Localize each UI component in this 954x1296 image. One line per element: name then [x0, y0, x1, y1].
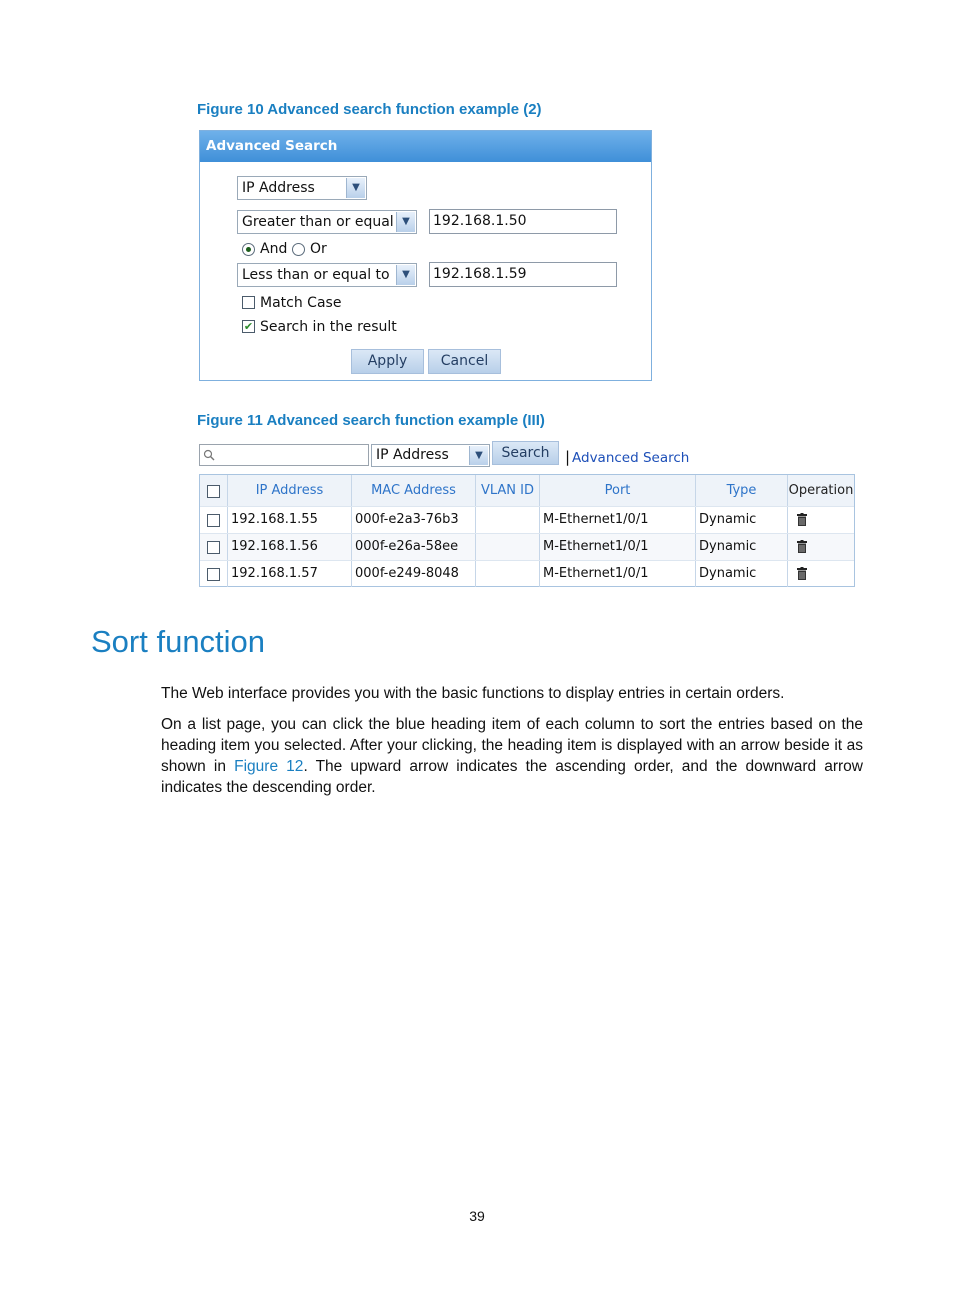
cell-type: Dynamic: [696, 534, 788, 560]
cell-type: Dynamic: [696, 507, 788, 533]
cancel-button[interactable]: Cancel: [428, 349, 501, 374]
cell-port: M-Ethernet1/0/1: [540, 534, 696, 560]
cell-vlan: [476, 507, 540, 533]
field-select[interactable]: [237, 176, 367, 200]
advanced-search-link[interactable]: Advanced Search: [572, 450, 690, 466]
row-checkbox-cell: [200, 561, 228, 587]
paragraph-sort: [161, 714, 863, 798]
row-checkbox[interactable]: [207, 568, 220, 581]
table-field-select-value: IP Address: [376, 447, 449, 463]
cell-operation: [788, 507, 854, 533]
paragraph-sort-text-2: . The upward arrow indicates the ascending order, and the downward arrow indicates the descending order.: [161, 758, 864, 796]
select-all-cell: [200, 475, 228, 506]
chevron-down-icon: ▼: [469, 446, 488, 465]
column-header-vlan-id[interactable]: VLAN ID: [476, 475, 540, 506]
condition2-select-value: Less than or equal to: [242, 267, 390, 283]
cell-ip: 192.168.1.57: [228, 561, 352, 587]
row-checkbox[interactable]: [207, 541, 220, 554]
condition1-value-input[interactable]: 192.168.1.50: [429, 209, 617, 234]
column-header-port[interactable]: Port: [540, 475, 696, 506]
table-row: [200, 506, 854, 534]
search-button[interactable]: Search: [492, 441, 559, 465]
column-header-ip-address[interactable]: IP Address: [228, 475, 352, 506]
field-select-value: IP Address: [242, 180, 315, 196]
condition1-select[interactable]: [237, 210, 417, 234]
column-header-type[interactable]: Type: [696, 475, 788, 506]
trash-icon[interactable]: [797, 540, 807, 553]
row-checkbox-cell: [200, 507, 228, 533]
table-row: [200, 560, 854, 588]
page-number: 39: [469, 1208, 485, 1224]
condition2-select[interactable]: [237, 263, 417, 287]
select-all-checkbox[interactable]: [207, 485, 220, 498]
and-label: And: [260, 241, 288, 257]
cell-port: M-Ethernet1/0/1: [540, 507, 696, 533]
cell-port: M-Ethernet1/0/1: [540, 561, 696, 587]
chevron-down-icon: ▼: [396, 265, 415, 285]
figure-12-link[interactable]: Figure 12: [234, 758, 304, 775]
cell-mac: 000f-e26a-58ee: [352, 534, 476, 560]
paragraph-sort-text-1: On a list page, you can click the blue heading item of each column to sort the entries based on the heading item you selected. After your clicking, the heading item is displayed with an arrow beside it as shown in: [161, 716, 863, 775]
row-checkbox-cell: [200, 534, 228, 560]
results-table: [199, 474, 855, 587]
advanced-search-panel: [199, 130, 652, 381]
cell-operation: [788, 534, 854, 560]
advanced-search-title: Advanced Search: [200, 131, 651, 162]
cell-operation: [788, 561, 854, 587]
search-input[interactable]: [199, 444, 369, 466]
trash-icon[interactable]: [797, 567, 807, 580]
search-icon: [203, 449, 215, 461]
column-header-mac-address[interactable]: MAC Address: [352, 475, 476, 506]
table-row: [200, 533, 854, 561]
search-in-result-checkbox[interactable]: ✔: [243, 320, 254, 333]
figure-10-caption: Figure 10 Advanced search function example (2): [197, 101, 542, 118]
chevron-down-icon: ▼: [396, 212, 415, 232]
cell-vlan: [476, 561, 540, 587]
condition2-value-input[interactable]: 192.168.1.59: [429, 262, 617, 287]
cell-mac: 000f-e2a3-76b3: [352, 507, 476, 533]
section-title: Sort function: [91, 624, 266, 659]
or-radio[interactable]: [292, 243, 305, 256]
apply-button[interactable]: Apply: [351, 349, 424, 374]
match-case-checkbox[interactable]: [242, 296, 255, 309]
column-header-operation: Operation: [788, 475, 854, 506]
cell-ip: 192.168.1.56: [228, 534, 352, 560]
chevron-down-icon: ▼: [346, 178, 365, 198]
search-in-result-label: Search in the result: [260, 319, 397, 335]
and-radio[interactable]: [242, 243, 255, 256]
cell-mac: 000f-e249-8048: [352, 561, 476, 587]
or-label: Or: [310, 241, 327, 257]
trash-icon[interactable]: [797, 513, 807, 526]
cell-type: Dynamic: [696, 561, 788, 587]
condition1-select-value: Greater than or equal: [242, 214, 394, 230]
toolbar-separator: |: [565, 448, 571, 466]
cell-ip: 192.168.1.55: [228, 507, 352, 533]
match-case-label: Match Case: [260, 295, 342, 311]
row-checkbox[interactable]: [207, 514, 220, 527]
table-field-select[interactable]: [371, 444, 490, 467]
cell-vlan: [476, 534, 540, 560]
figure-11-caption: Figure 11 Advanced search function example (III): [197, 412, 545, 429]
paragraph-intro: The Web interface provides you with the basic functions to display entries in certain orders.: [161, 685, 785, 702]
